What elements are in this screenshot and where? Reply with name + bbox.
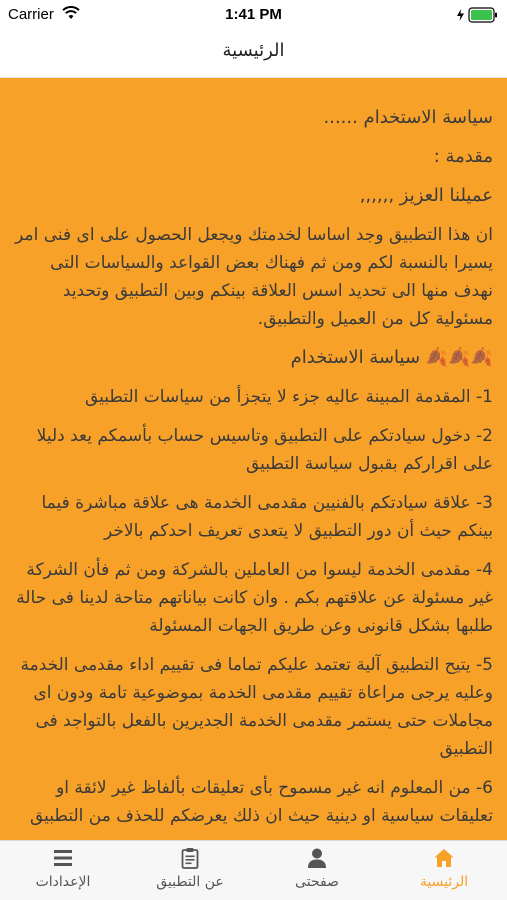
clock: 1:41 PM: [225, 6, 282, 23]
tab-home[interactable]: [381, 841, 507, 900]
usage-policy-heading: 🍂🍂🍂 سياسة الاستخدام: [290, 347, 493, 368]
navigation-bar: [0, 30, 507, 78]
tab-my-page[interactable]: [254, 841, 380, 900]
policy-item-6: 6- من المعلوم انه غير مسموح بأى تعليقات بألفاظ غير لائقة او تعليقات سياسية او دينية حيث ان ذلك يعرضكم للحذف من التطبيق: [29, 778, 493, 826]
intro-heading: مقدمة :: [433, 146, 493, 167]
menu-icon: [52, 847, 74, 869]
tab-settings-label: الإعدادات: [35, 874, 91, 890]
tab-about[interactable]: [127, 841, 253, 900]
page-title: الرئيسية: [222, 40, 285, 61]
policy-item-2: 2- دخول سيادتكم على التطبيق وتاسيس حساب بأسمكم يعد دليلا على اقراركم بقبول سياسة التطبيق: [36, 426, 493, 474]
intro-paragraph: ان هذا التطبيق وجد اساسا لخدمتك ويجعل الحصول على اى فنى امر يسيرا بالنسبة لكم ومن ثم فهناك بعض القواعد والسياسات التى نهدف منها الى تحديد اسس العلاقة بينكم وبين التطبيق وتحديد مسئولية كل من العميل والتطبيق.: [15, 225, 493, 329]
tab-home-label: الرئيسية: [419, 874, 469, 890]
clipboard-icon: [179, 847, 201, 869]
tab-settings[interactable]: [0, 841, 126, 900]
policy-item-5: 5- يتيح التطبيق آلية تعتمد عليكم تماما فى تقييم اداء مقدمى الخدمة وعليه يرجى مراعاة تقييم مقدمى الخدمة بموضوعية تامة ودون اى مجاملات حتى يستمر مقدمى الخدمة الجديرين بالفعل بالتواجد فى التطبيق: [20, 655, 493, 759]
policy-content[interactable]: [0, 78, 507, 840]
battery-icon: [455, 7, 499, 23]
policy-item-4: 4- مقدمى الخدمة ليسوا من العاملين بالشركة ومن ثم فأن الشركة غير مسئولة عن علاقتهم بكم . وان كانت بياناتهم متاحة لدينا فى حالة طلبها بشكل قانونى وعن طريق الجهات المسئولة: [16, 560, 493, 636]
status-bar: [0, 0, 507, 30]
policy-item-1: 1- المقدمة المبينة عاليه جزء لا يتجزأ من سياسات التطبيق: [84, 387, 493, 407]
policy-item-3: 3- علاقة سيادتكم بالفنيين مقدمى الخدمة هى علاقة مباشرة فيما بينكم حيث أن دور التطبيق لا يتعدى تعريف احدكم بالاخر: [41, 493, 493, 541]
tab-about-label: عن التطبيق: [156, 874, 224, 890]
home-icon: [433, 847, 455, 869]
greeting: عميلنا العزيز ,,,,,,: [359, 185, 493, 206]
person-icon: [306, 847, 328, 869]
tab-bar: [0, 840, 507, 900]
carrier-label: Carrier: [8, 6, 54, 23]
policy-heading: سياسة الاستخدام ......: [323, 107, 493, 128]
tab-my-page-label: صفحتى: [295, 874, 339, 890]
